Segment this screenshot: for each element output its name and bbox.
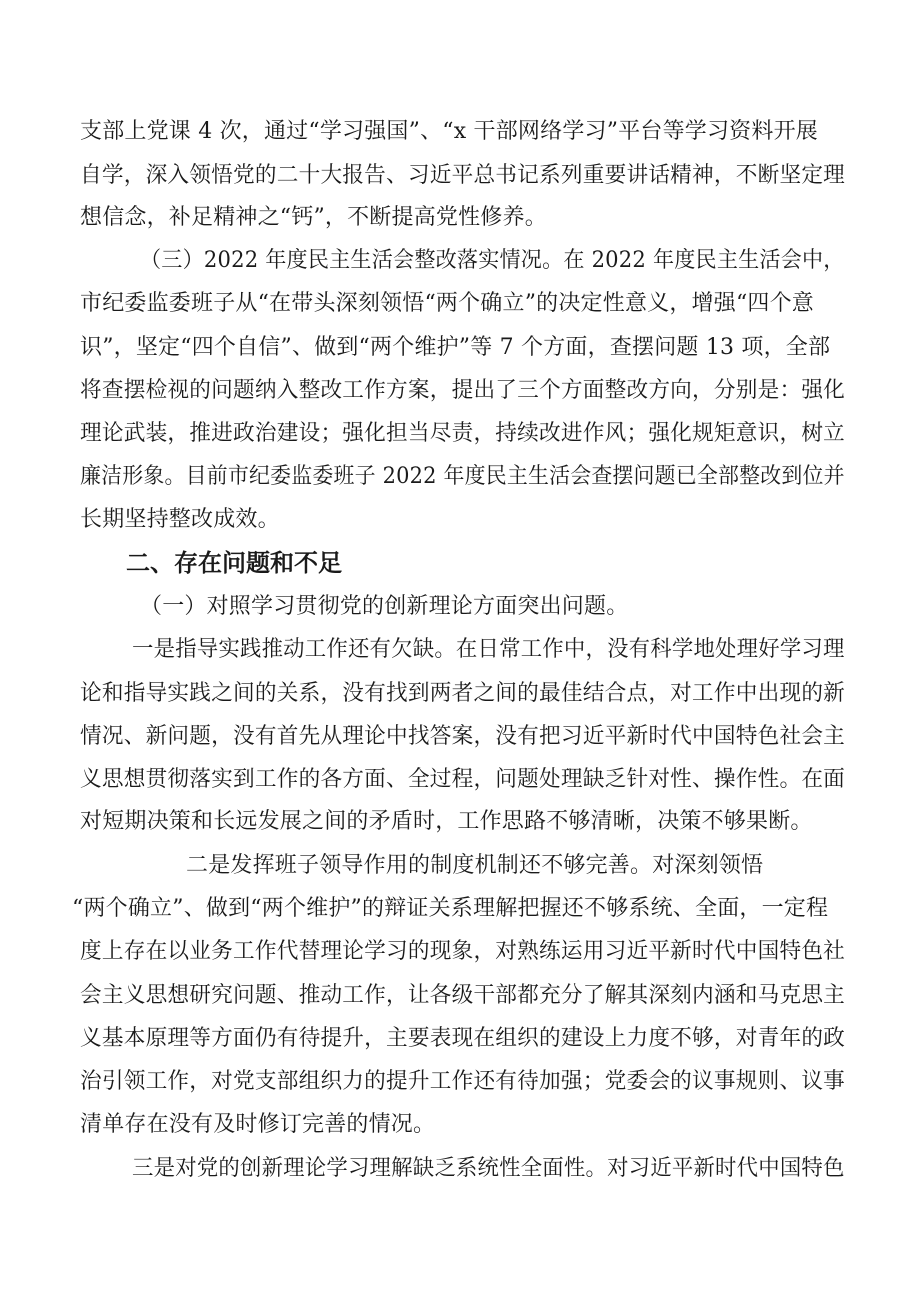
paragraph-line: （三）2022 年度民主生活会整改落实情况。在 2022 年度民主生活会中， (140, 248, 845, 273)
paragraph-line: 会主义思想研究问题、推动工作，让各级干部都充分了解其深刻内涵和马克思主 (80, 983, 846, 1008)
paragraph-line: 义基本原理等方面仍有待提升，主要表现在组织的建设上力度不够，对青年的政 (80, 1026, 846, 1051)
paragraph-line: “两个确立”、做到“两个维护”的辩证关系理解把握还不够系统、全面，一定程 (72, 896, 829, 921)
paragraph-line: 长期坚持整改成效。 (80, 507, 280, 532)
paragraph-line: 度上存在以业务工作代替理论学习的现象，对熟练运用习近平新时代中国特色社 (80, 939, 846, 964)
paragraph-line: 清单存在没有及时修订完善的情况。 (80, 1112, 436, 1137)
paragraph-line: 治引领工作，对党支部组织力的提升工作还有待加强；党委会的议事规则、议事 (80, 1069, 846, 1094)
paragraph-line: 情况、新问题，没有首先从理论中找答案，没有把习近平新时代中国特色社会主 (80, 724, 846, 749)
section-heading: 二、存在问题和不足 (126, 549, 342, 577)
paragraph-line: 将查摆检视的问题纳入整改工作方案，提出了三个方面整改方向，分别是：强化 (80, 378, 846, 403)
paragraph-line: 论和指导实践之间的关系，没有找到两者之间的最佳结合点，对工作中出现的新 (80, 681, 846, 706)
paragraph-line: 二是发挥班子领导作用的制度机制还不够完善。对深刻领悟 (186, 853, 764, 878)
paragraph-line: 自学，深入领悟党的二十大报告、习近平总书记系列重要讲话精神，不断坚定理 (80, 163, 846, 188)
paragraph-line: 市纪委监委班子从“在带头深刻领悟“两个确立”的决定性意义，增强“四个意 (80, 291, 814, 316)
paragraph-line: 想信念，补足精神之“钙”，不断提高党性修养。 (80, 205, 547, 230)
paragraph-line: 支部上党课 4 次，通过“学习强国”、“x 干部网络学习”平台等学习资料开展 (80, 119, 818, 144)
paragraph-line: 理论武装，推进政治建设；强化担当尽责，持续改进作风；强化规矩意识，树立 (80, 421, 846, 446)
paragraph-line: 义思想贯彻落实到工作的各方面、全过程，问题处理缺乏针对性、操作性。在面 (80, 767, 846, 792)
paragraph-line: 三是对党的创新理论学习理解缺乏系统性全面性。对习近平新时代中国特色 (132, 1156, 845, 1181)
paragraph-line: 廉洁形象。目前市纪委监委班子 2022 年度民主生活会查摆问题已全部整改到位并 (80, 464, 845, 489)
paragraph-line: 识”，坚定“四个自信”、做到“两个维护”等 7 个方面，查摆问题 13 项，全部 (80, 335, 831, 360)
paragraph-line: 一是指导实践推动工作还有欠缺。在日常工作中，没有科学地处理好学习理 (132, 637, 845, 662)
paragraph-line: 对短期决策和长远发展之间的矛盾时，工作思路不够清晰，决策不够果断。 (80, 809, 813, 834)
subheading: （一）对照学习贯彻党的创新理论方面突出问题。 (140, 594, 629, 619)
